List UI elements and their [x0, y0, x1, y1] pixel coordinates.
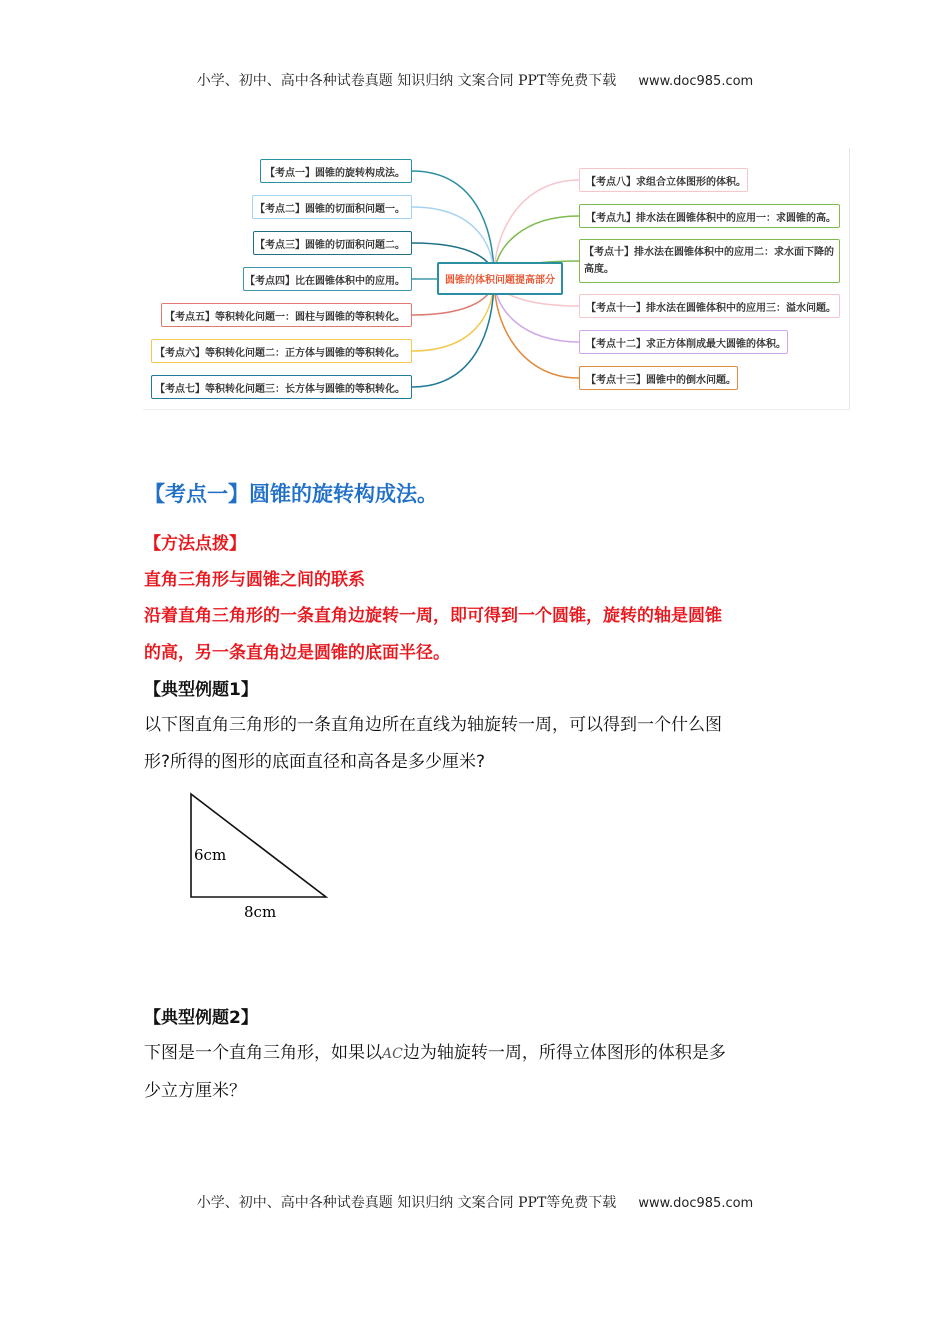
ex2-text-a: 下图是一个直角三角形，如果以	[144, 1043, 382, 1063]
page-footer	[0, 1192, 950, 1212]
mind-map-node-left: 【考点四】比在圆锥体积中的应用。	[243, 267, 412, 291]
footer-text: 小学、初中、高中各种试卷真题 知识归纳 文案合同 PPT等免费下载	[196, 1195, 617, 1211]
mind-map-node-left: 【考点五】等积转化问题一：圆柱与圆锥的等积转化。	[161, 303, 412, 327]
mind-map-node-left: 【考点一】圆锥的旋转构成法。	[260, 159, 412, 183]
example1-title: 【典型例题1】	[144, 680, 258, 700]
ex2-ac-label: AC	[382, 1046, 403, 1062]
mind-map-node-right: 【考点十二】求正方体削成最大圆锥的体积。	[579, 330, 788, 354]
method-title: 【方法点拨】	[144, 534, 246, 554]
example1-text-1: 以下图直角三角形的一条直角边所在直线为轴旋转一周，可以得到一个什么图	[144, 715, 722, 735]
header-url[interactable]: www.doc985.com	[638, 74, 754, 89]
footer-url[interactable]: www.doc985.com	[638, 1196, 754, 1211]
example2-text-1	[144, 1038, 726, 1063]
triangle-figure	[185, 790, 345, 925]
ex2-text-b: 边为轴旋转一周，所得立体图形的体积是多	[402, 1043, 726, 1063]
section-title: 【考点一】圆锥的旋转构成法。	[144, 482, 438, 506]
method-text-1: 沿着直角三角形的一条直角边旋转一周，即可得到一个圆锥，旋转的轴是圆锥	[144, 606, 722, 626]
mind-map	[143, 148, 850, 410]
mind-map-node-right: 【考点十一】排水法在圆锥体积中的应用三：溢水问题。	[579, 294, 840, 318]
height-label: 6cm	[194, 846, 227, 864]
mind-map-node-right: 【考点十三】圆锥中的倒水问题。	[579, 366, 738, 390]
mind-map-node-left: 【考点二】圆锥的切面积问题一。	[252, 195, 412, 219]
mind-map-center-node: 圆锥的体积问题提高部分	[437, 262, 563, 295]
header-text: 小学、初中、高中各种试卷真题 知识归纳 文案合同 PPT等免费下载	[196, 73, 617, 89]
example1-text-2: 形?所得的图形的底面直径和高各是多少厘米?	[144, 752, 486, 772]
method-text-2: 的高，另一条直角边是圆锥的底面半径。	[144, 643, 450, 663]
method-subtitle: 直角三角形与圆锥之间的联系	[144, 570, 365, 590]
mind-map-node-right: 【考点十】排水法在圆锥体积中的应用二：求水面下降的高度。	[579, 239, 840, 283]
mind-map-node-left: 【考点三】圆锥的切面积问题二。	[253, 231, 412, 255]
mind-map-node-left: 【考点六】等积转化问题二：正方体与圆锥的等积转化。	[151, 339, 412, 363]
example2-title: 【典型例题2】	[144, 1008, 258, 1028]
mind-map-node-right: 【考点九】排水法在圆锥体积中的应用一：求圆锥的高。	[579, 204, 840, 228]
page-header	[0, 70, 950, 90]
mind-map-node-left: 【考点七】等积转化问题三：长方体与圆锥的等积转化。	[151, 375, 412, 399]
example2-text-2: 少立方厘米？	[144, 1081, 246, 1101]
base-label: 8cm	[244, 903, 277, 921]
mind-map-node-right: 【考点八】求组合立体图形的体积。	[579, 168, 748, 192]
